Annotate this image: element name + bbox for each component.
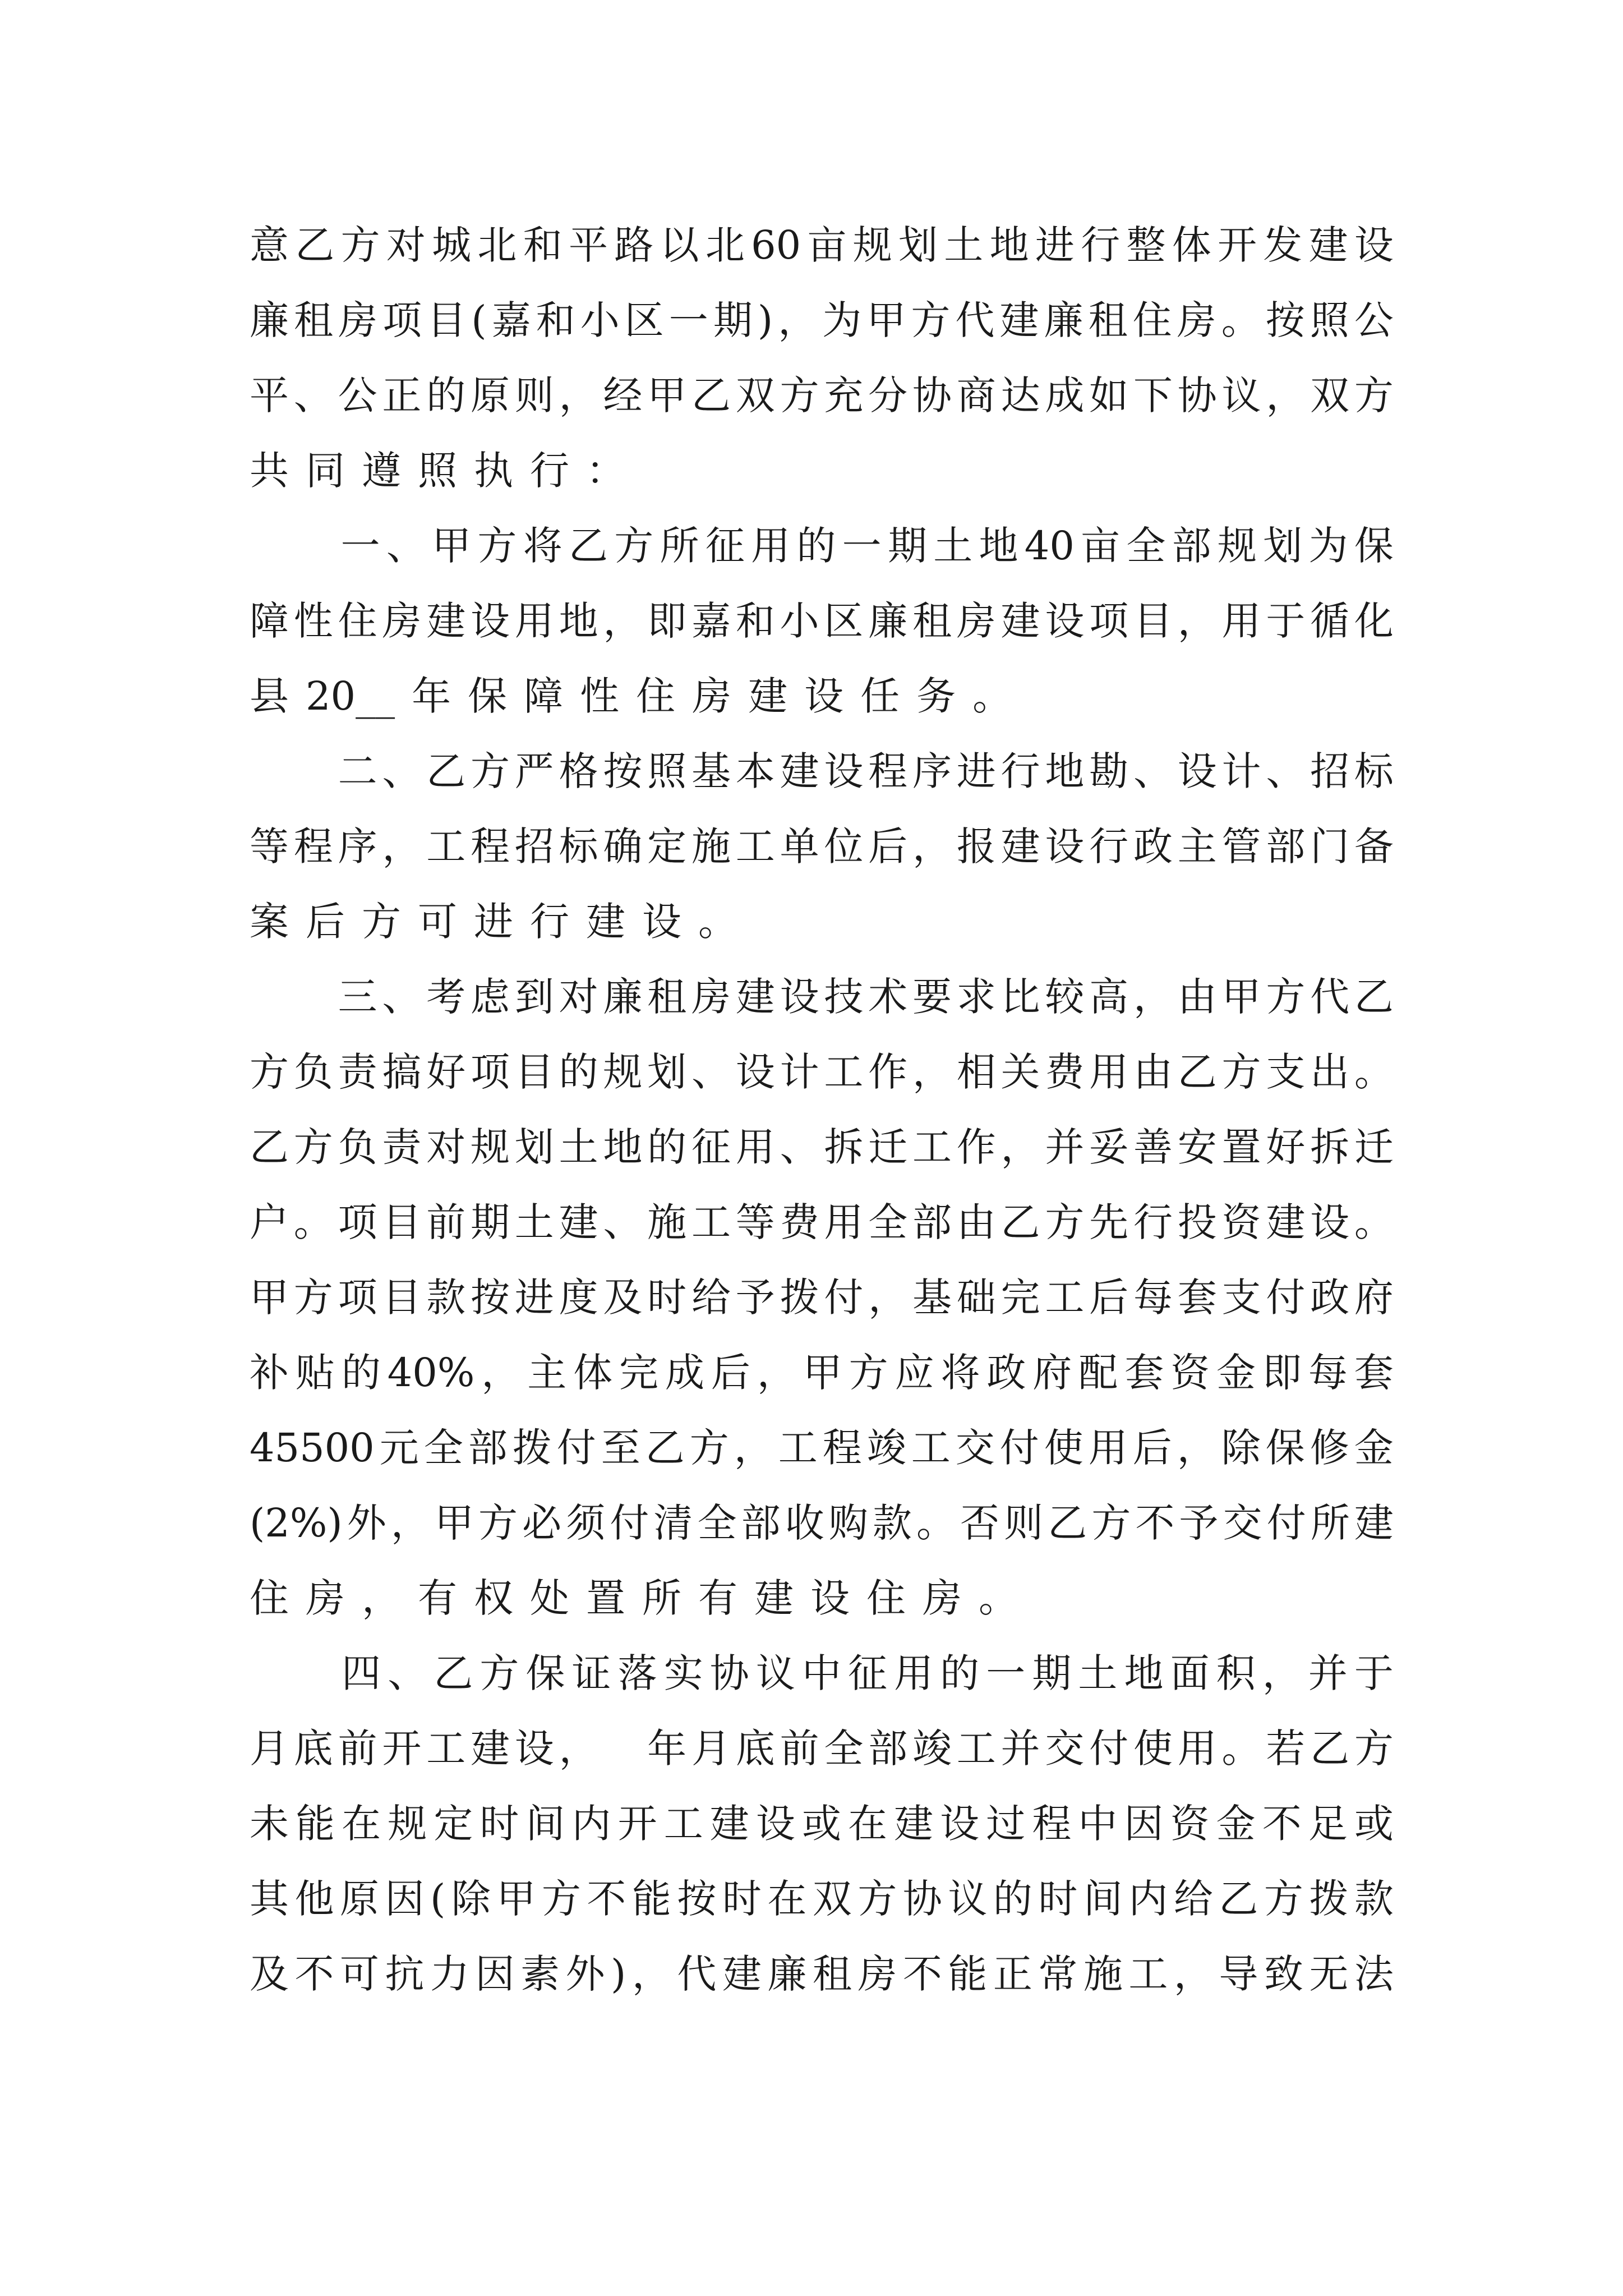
text-line: 意 乙 方 对 城 北 和 平 路 以 北 60 亩 规 划 土 地 进 行 整 体 开 发 建 设 xyxy=(250,222,1394,268)
text-line: 一 、 甲 方 将 乙 方 所 征 用 的 一 期 土 地 40 亩 全 部 规 划 为 保 xyxy=(340,523,1394,569)
text-line: 其 他 原 因 ( 除 甲 方 不 能 按 时 在 双 方 协 议 的 时 间 内 给 乙 方 拨 款 xyxy=(250,1876,1394,1922)
text-line: 乙 方 负 责 对 规 划 土 地 的 征 用 、 拆 迁 工 作 ， 并 妥 善 安 置 好 拆 迁 xyxy=(250,1124,1394,1170)
text-line: 障 性 住 房 建 设 用 地 ， 即 嘉 和 小 区 廉 租 房 建 设 项 目 ， 用 于 循 化 xyxy=(250,598,1394,644)
text-line: 甲 方 项 目 款 按 进 度 及 时 给 予 拨 付 ， 基 础 完 工 后 每 套 支 付 政 府 xyxy=(250,1274,1394,1320)
text-line: 及 不 可 抗 力 因 素 外 ) ， 代 建 廉 租 房 不 能 正 常 施 工 ， 导 致 无 法 xyxy=(250,1951,1394,1997)
document-page xyxy=(250,208,1394,2012)
text-line: 补 贴 的 40% ， 主 体 完 成 后 ， 甲 方 应 将 政 府 配 套 资 金 即 每 套 xyxy=(250,1350,1394,1396)
text-line: 平 、 公 正 的 原 则 ， 经 甲 乙 双 方 充 分 协 商 达 成 如 下 协 议 ， 双 方 xyxy=(250,372,1394,418)
text-line: 方 负 责 搞 好 项 目 的 规 划 、 设 计 工 作 ， 相 关 费 用 由 乙 方 支 出 。 xyxy=(250,1049,1394,1095)
text-line: (2%) 外 ， 甲 方 必 须 付 清 全 部 收 购 款 。 否 则 乙 方 不 予 交 付 所 建 xyxy=(250,1500,1394,1546)
text-line: 共 同 遵 照 执 行 ： xyxy=(250,448,625,494)
text-line: 月 底 前 开 工 建 设 ， 年 月 底 前 全 部 竣 工 并 交 付 使 用 。 若 乙 方 xyxy=(250,1726,1394,1772)
text-line: 住 房 ， 有 权 处 置 所 有 建 设 住 房 。 xyxy=(250,1575,1018,1621)
text-line: 四 、 乙 方 保 证 落 实 协 议 中 征 用 的 一 期 土 地 面 积 ， 并 于 xyxy=(342,1650,1394,1696)
text-line: 45500 元 全 部 拨 付 至 乙 方 ， 工 程 竣 工 交 付 使 用 后 ， 除 保 修 金 xyxy=(250,1425,1394,1471)
text-line: 案 后 方 可 进 行 建 设 。 xyxy=(250,899,737,945)
text-line: 县 20__ 年 保 障 性 住 房 建 设 任 务 。 xyxy=(250,673,1012,719)
text-line: 二 、 乙 方 严 格 按 照 基 本 建 设 程 序 进 行 地 勘 、 设 计 、 招 标 xyxy=(338,748,1394,794)
text-line: 户 。 项 目 前 期 土 建 、 施 工 等 费 用 全 部 由 乙 方 先 行 投 资 建 设 。 xyxy=(250,1199,1394,1245)
text-line: 未 能 在 规 定 时 间 内 开 工 建 设 或 在 建 设 过 程 中 因 资 金 不 足 或 xyxy=(250,1801,1394,1847)
text-line: 廉 租 房 项 目 ( 嘉 和 小 区 一 期 ) ， 为 甲 方 代 建 廉 租 住 房 。 按 照 公 xyxy=(250,297,1394,343)
text-line: 三 、 考 虑 到 对 廉 租 房 建 设 技 术 要 求 比 较 高 ， 由 甲 方 代 乙 xyxy=(338,974,1394,1020)
text-line: 等 程 序 ， 工 程 招 标 确 定 施 工 单 位 后 ， 报 建 设 行 政 主 管 部 门 备 xyxy=(250,823,1394,869)
